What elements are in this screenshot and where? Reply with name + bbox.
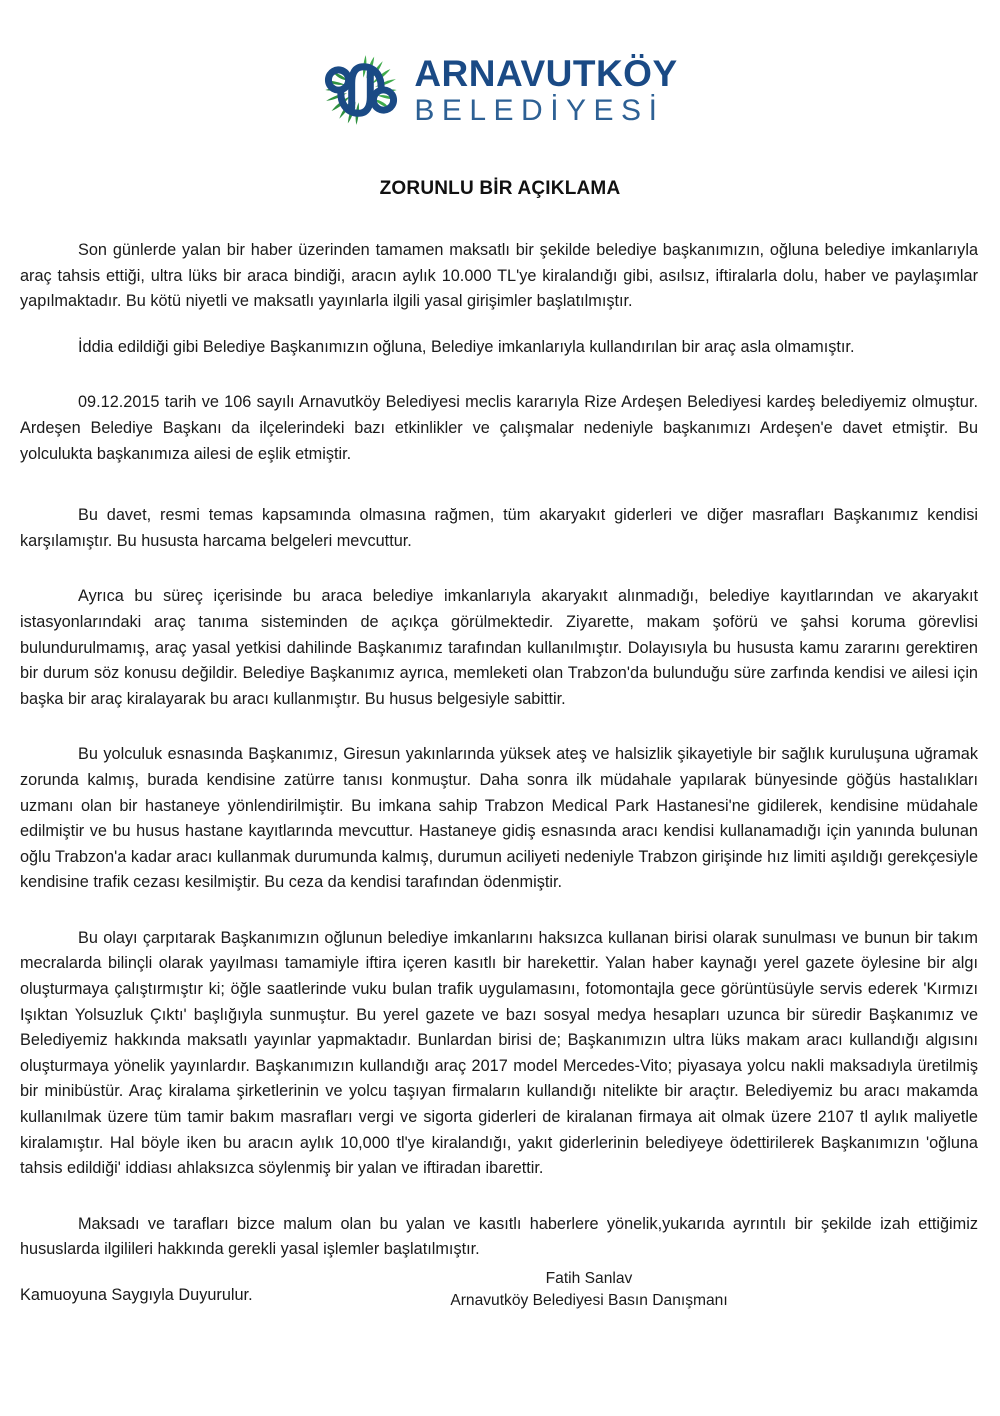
logo-line-belediyesi: BELEDİYESİ [414, 93, 665, 127]
paragraph: 09.12.2015 tarih ve 106 sayılı Arnavutköy Belediyesi meclis kararıyla Rize Ardeşen Belediyesi kardeş belediyemiz olmuştur. Ardeşen Belediye Başkanı da ilçelerindeki bazı etkinlikler ve çalışmalar nedeniyle başkanımızı Ardeşen'e davet etmiştir. Bu yolculukta başkanımıza ailesi de eşlik etmiştir. [20, 393, 978, 463]
paragraph: Son günlerde yalan bir haber üzerinden tamamen maksatlı bir şekilde belediye başkanımızın, oğluna belediye imkanlarıyla araç tahsis ettiği, ultra lüks bir araca bindiği, aracın aylık 10.000 TL'ye kiralandığı gibi, asılsız, iftiralarla dolu, haber ve paylaşımlar yapılmaktadır. Bu kötü niyetli ve maksatlı yayınlarla ilgili yasal girişimler başlatılmıştır. [20, 241, 978, 311]
document-body [20, 238, 978, 1331]
signature-role: Arnavutköy Belediyesi Basın Danışmanı [450, 1292, 728, 1309]
paragraph: Bu davet, resmi temas kapsamında olmasına rağmen, tüm akaryakıt giderleri ve diğer masrafları Başkanımız kendisi karşılamıştır. Bu hususta harcama belgeleri mevcuttur. [20, 506, 978, 550]
logo-wordmark [414, 52, 678, 127]
arnavutkoy-belediyesi-logo-mark-icon [322, 52, 400, 128]
signature-block [0, 1268, 978, 1312]
paragraph: İddia edildiği gibi Belediye Başkanımızın oğluna, Belediye imkanlarıyla kullandırılan bir araç asla olmamıştır. [78, 337, 855, 356]
logo-line-arnavutkoy: ARNAVUTKÖY [414, 52, 678, 94]
paragraph: Ayrıca bu süreç içerisinde bu araca belediye imkanlarıyla akaryakıt alınmadığı, belediye kayıtlarından ve akaryakıt istasyonlarındaki araç tanıma sisteminden de açıkça görülmektedir. Ziyarette, makam şoförü ve şahsi koruma görevlisi bulundurulmamış, araç yasal yetkisi dahilinde Başkanımız tarafından kullanılmıştır. Dolayısıyla bu hususta kamu zararını gerektiren bir durum söz konusu değildir. Belediye Başkanımız ayrıca, memleketi olan Trabzon'da bulunduğu süre zarfında kendisi ve ailesi için başka bir araç kiralayarak bu aracı kullanmıştır. Bu husus belgesiyle sabittir. [20, 587, 978, 708]
paragraph: Bu yolculuk esnasında Başkanımız, Giresun yakınlarında yüksek ateş ve halsizlik şikayetiyle bir sağlık kuruluşuna uğramak zorunda kalmış, burada kendisine zatürre tanısı konmuştur. Daha sonra ilk müdahale yapılarak bünyesinde göğüs hastalıkları uzmanı olan bir hastaneye yönlendirilmiştir. Bu imkana sahip Trabzon Medical Park Hastanesi'ne gidilerek, kendisine müdahale edilmiştir ve bu husus hastane kayıtlarında mevcuttur. Hastaneye gidiş esnasında aracı kendisi kullanamadığı için yanında bulunan oğlu Trabzon'a kadar aracı kullanmak durumunda kalmış, durumun aciliyeti nedeniyle Trabzon girişinde hız limiti aşıldığı gerekçesiyle kendisine trafik cezası kesilmiştir. Bu ceza da kendisi tarafından ödenmiştir. [20, 745, 978, 892]
signature-name: Fatih Sanlav [545, 1270, 633, 1287]
page-title: ZORUNLU BİR AÇIKLAMA [379, 178, 621, 199]
letterhead-logo [0, 52, 1000, 128]
logo-inner [322, 52, 677, 128]
paragraph: Bu olayı çarpıtarak Başkanımızın oğlunun belediye imkanlarını haksızca kullanan birisi olarak sunulması ve bunun bir takım mecralarda bilinçli olarak yayılması tamamiyle iftira içeren kasıtlı bir harekettir. Yalan haber kaynağı yerel gazete öylesine bir algı oluşturmaya çalıştırmıştır ki; öğle saatlerinde vuku bulan trafik uygulamasını, fotomontajla gece görüntüsüyle servis ederek 'Kırmızı Işıktan Yolsuzluk Çıktı' başlığıyla sunmuştur. Bu yerel gazete ve bazı sosyal medya hesapları uzunca bir süredir Başkanımız ve Belediyemiz hakkında maksatlı yayınlar yapmaktadır. Bunlardan birisi de; Başkanımızın ultra lüks makam aracı kullandığı algısını oluşturmaya yönelik yayınlardır. Başkanımızın kullandığı araç 2017 model Mercedes-Vito; piyasaya yolcu nakli maksadıyla üretilmiş bir minibüstür. Araç kiralama şirketlerinin ve yolcu taşıyan firmaların kullandığı nitelikte bir araçtır. Belediyemiz bu aracı makamda kullanılmak üzere tüm tamir bakım masrafları vergi ve sigorta giderleri de kiralanan firmaya ait olmak üzere 2107 tl aylık maliyetle kiralamıştır. Hal böyle iken bu aracın aylık 10,000 tl'ye kiralandığı, yakıt giderlerinin belediyeye ödettirilerek Başkanımızın 'oğluna tahsis edildiği' iddiası ahlaksızca söylenmiş bir yalan ve iftiradan ibarettir. [20, 928, 978, 1178]
paragraph: Maksadı ve tarafları bizce malum olan bu yalan ve kasıtlı haberlere yönelik,yukarıda ayrıntılı bir şekilde izah ettiğimiz hususlarda ilgilileri hakkında gerekli yasal işlemler başlatılmıştır. [20, 1214, 978, 1259]
closing-line: Kamuoyuna Saygıyla Duyurulur. [20, 1286, 253, 1304]
